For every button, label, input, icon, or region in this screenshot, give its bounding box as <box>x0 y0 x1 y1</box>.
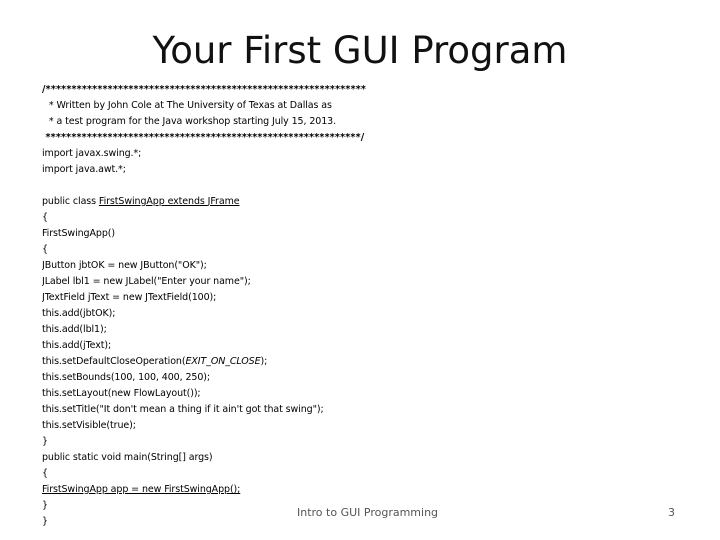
page-number: 3 <box>668 506 675 519</box>
close-operation-constant: EXIT_ON_CLOSE <box>185 356 261 367</box>
code-line-layout: this.setLayout(new FlowLayout()); <box>42 388 201 399</box>
code-line-add-button: this.add(jbtOK); <box>42 308 116 319</box>
code-line-comment-1: * Written by John Cole at The University of Texas at Dallas as <box>46 100 332 111</box>
code-line-bounds: this.setBounds(100, 100, 400, 250); <box>42 372 210 383</box>
close-operation-prefix: this.setDefaultCloseOperation( <box>42 356 186 367</box>
slide-footer: Intro to GUI Programming <box>297 506 439 519</box>
code-line-add-label: this.add(lbl1); <box>42 324 107 335</box>
code-line-title: this.setTitle("It don't mean a thing if it ain't got that swing"); <box>42 404 324 415</box>
code-line-textfield: JTextField jText = new JTextField(100); <box>42 292 217 303</box>
code-line-class-declaration <box>42 194 682 210</box>
code-line-main-signature: public static void main(String[] args) <box>42 452 213 463</box>
code-line-brace-close: } <box>42 436 48 447</box>
code-line-button: JButton jbtOK = new JButton("OK"); <box>42 260 207 271</box>
code-block <box>42 82 682 530</box>
code-line-brace-close: } <box>42 516 48 527</box>
code-line-brace-open: { <box>42 244 48 255</box>
class-keyword-text: public class <box>42 196 99 207</box>
code-line-app-instance: FirstSwingApp app = new FirstSwingApp(); <box>42 484 241 495</box>
slide-title: Your First GUI Program <box>152 29 568 72</box>
code-line-blank <box>42 178 682 194</box>
class-extends-text: extends <box>164 196 208 207</box>
code-line-comment-2: * a test program for the Java workshop starting July 15, 2013. <box>46 116 337 127</box>
code-line-constructor: FirstSwingApp() <box>42 228 115 239</box>
code-line-import-awt: import java.awt.*; <box>42 164 126 175</box>
close-operation-suffix: ); <box>260 356 268 367</box>
class-name-text: FirstSwingApp <box>98 196 165 207</box>
code-line-visible: this.setVisible(true); <box>42 420 136 431</box>
code-line-brace-open: { <box>42 468 48 479</box>
code-line-brace-close: } <box>42 500 48 511</box>
code-line-import-swing: import javax.swing.*; <box>42 148 142 159</box>
code-line-label: JLabel lbl1 = new JLabel("Enter your name"); <box>42 276 251 287</box>
code-line-comment-close: *************************************************************/ <box>42 132 365 143</box>
code-line-add-textfield: this.add(jText); <box>42 340 112 351</box>
code-line-brace-open: { <box>42 212 48 223</box>
class-super-text: JFrame <box>207 196 240 207</box>
code-line-close-operation <box>42 354 682 370</box>
code-line-comment-open: /************************************************************** <box>42 84 367 95</box>
